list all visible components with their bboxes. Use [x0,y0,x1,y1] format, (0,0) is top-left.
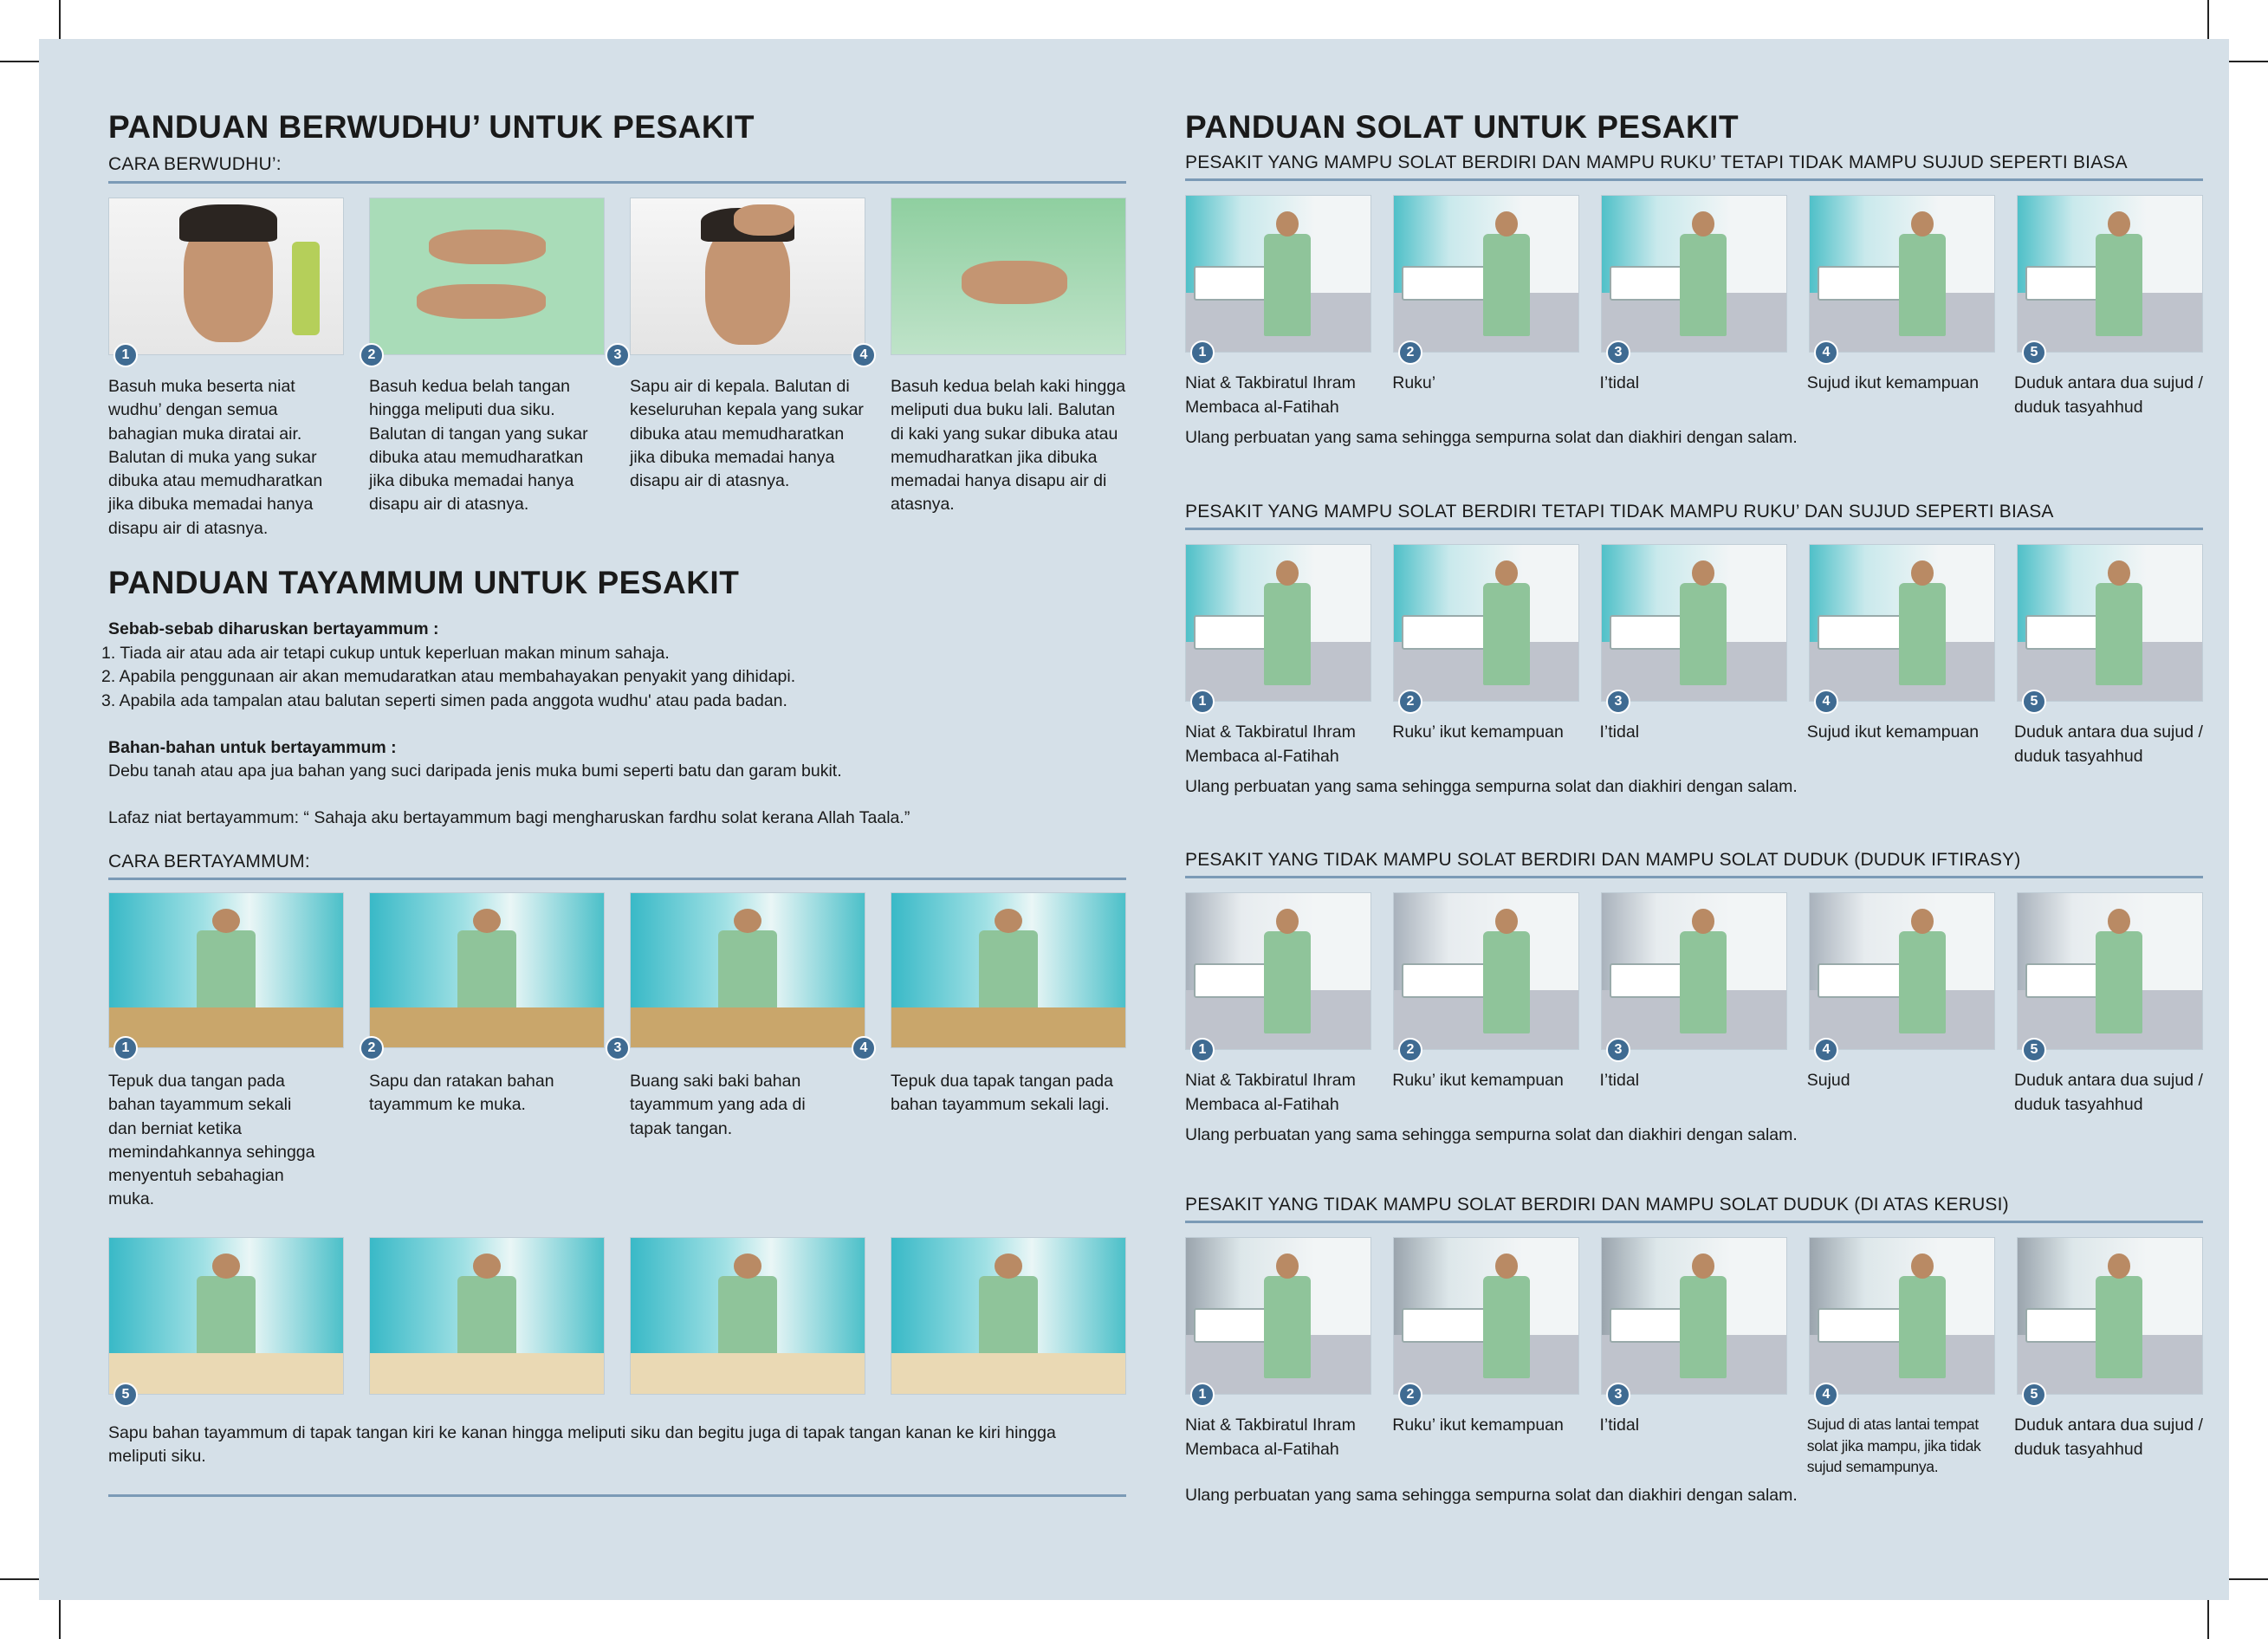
solat-section [1185,152,2203,449]
tayammum-step-4-text: Tepuk dua tapak tangan pada bahan tayammum sekali lagi. [891,1072,1113,1115]
solat-step-text: Niat & Takbiratul Ihram Membaca al-Fatihah [1185,373,1356,417]
head [1495,909,1518,934]
wudhu-captions [108,375,1126,541]
solat-step-text: Sujud [1806,1071,1850,1091]
head [734,909,761,933]
divider [108,181,1126,184]
tayammum-photo-5a [108,1237,344,1395]
solat-photo [1601,195,1787,353]
head [1911,909,1934,934]
patient [2091,1254,2147,1378]
wudhu-subheading: CARA BERWUDHU’: [108,154,282,174]
head [1911,211,1934,236]
step-badge: 4 [1814,690,1838,714]
step-badge: 3 [606,1036,630,1060]
head [1276,909,1299,934]
gown [1899,234,1946,336]
step-badge: 2 [360,343,384,367]
solat-photo-row [1185,1237,2203,1403]
solat-section-title: PESAKIT YANG TIDAK MAMPU SOLAT BERDIRI DAN MAMPU SOLAT DUDUK (DI ATAS KERUSI) [1185,1195,2009,1215]
head [1276,1254,1299,1279]
head [1911,1254,1934,1279]
solat-section-title: PESAKIT YANG TIDAK MAMPU SOLAT BERDIRI DAN MAMPU SOLAT DUDUK (DUDUK IFTIRASY) [1185,850,2021,870]
solat-step-text: Duduk antara dua sujud / duduk tasyahhud [2014,1071,2203,1114]
head [1495,211,1518,236]
solat-photo [2017,195,2203,353]
solat-step-text: Sujud di atas lantai tempat solat jika mampu, jika tidak sujud semampunya. [1806,1416,1981,1476]
solat-photo [1809,1237,1995,1395]
tayammum-photo-row-2 [108,1237,1126,1402]
tayammum-photo-5b [369,1237,605,1395]
table [631,1353,865,1394]
patient [1479,211,1534,336]
step-badge: 4 [852,1036,876,1060]
patient [1895,909,1950,1033]
solat-photo [1185,892,1371,1050]
head [212,1254,240,1279]
patient [1479,909,1534,1033]
arm [417,284,546,319]
step-badge: 3 [1606,690,1630,714]
gown [2096,583,2142,685]
head [1495,1254,1518,1279]
patient [2091,560,2147,685]
solat-photo [1393,1237,1579,1395]
tayammum-photo-4 [891,892,1126,1048]
solat-heading: PANDUAN SOLAT UNTUK PESAKIT [1185,109,1740,145]
hand [734,204,794,236]
solat-step-text: Ruku’ ikut kemampuan [1392,1416,1564,1435]
wudhu-photo-1 [108,198,344,355]
solat-photo [1601,1237,1787,1395]
step-badge: 5 [113,1383,138,1407]
step-badge: 2 [1398,1038,1422,1062]
solat-step-text: I’tidal [1599,1071,1640,1091]
step-badge: 1 [113,1036,138,1060]
gown [1483,1276,1530,1378]
divider [108,878,1126,880]
solat-photo [1809,544,1995,702]
step-badge: 1 [113,343,138,367]
solat-photo [1393,544,1579,702]
materials-title: Bahan-bahan untuk bertayammum : [108,737,397,757]
patient [1895,560,1950,685]
patient [2091,211,2147,336]
solat-photo [1393,195,1579,353]
tayammum-subheading: CARA BERTAYAMMUM: [108,852,310,871]
patient [1675,211,1731,336]
step-badge: 4 [1814,340,1838,365]
solat-section-title: PESAKIT YANG MAMPU SOLAT BERDIRI DAN MAMPU RUKU’ TETAPI TIDAK MAMPU SUJUD SEPERTI BIASA [1185,152,2128,172]
tayammum-photo-5c [630,1237,865,1395]
solat-step-text: Duduk antara dua sujud / duduk tasyahhud [2014,722,2203,766]
solat-photo [2017,544,2203,702]
head [1692,211,1714,236]
hair [179,204,277,242]
wudhu-step-2-text: Basuh kedua belah tangan hingga meliputi dua siku. Balutan di tangan yang sukar dibuka atau memudharatkan jika dibuka memadai hanya disapu air di atasnya. [369,377,588,515]
tayammum-step-1-text: Tepuk dua tangan pada bahan tayammum sekali dan berniat ketika memindahkannya sehingga menyentuh sebahagian muka. [108,1072,315,1209]
divider [1185,876,2203,878]
wudhu-step-3-text: Sapu air di kepala. Balutan di keseluruhan kepala yang sukar dibuka atau memudharatkan jika dibuka memadai hanya disapu air di atasnya. [630,377,864,491]
solat-section [1185,501,2203,798]
head [1276,211,1299,236]
solat-step-text: Duduk antara dua sujud / duduk tasyahhud [2014,373,2203,417]
reason-item: 3. Apabila ada tampalan atau balutan seperti simen pada anggota wudhu' atau pada badan. [101,691,787,711]
divider [108,1494,1126,1497]
head [1276,560,1299,586]
patient [1675,560,1731,685]
wudhu-step-1-text: Basuh muka beserta niat wudhu’ dengan semua bahagian muka diratai air. Balutan di muka yang sukar dibuka atau memudharatkan jika dibuka memadai hanya disapu air di atasnya. [108,377,323,538]
wudhu-photo-4 [891,198,1126,355]
table [631,1007,865,1047]
solat-photo [1809,892,1995,1050]
patient [1479,1254,1534,1378]
gown [1264,583,1311,685]
wudhu-photo-row [108,198,1126,362]
head [995,909,1022,933]
solat-step-text: Sujud ikut kemampuan [1806,722,1980,742]
solat-step-text: Sujud ikut kemampuan [1806,373,1980,393]
head [2108,1254,2130,1279]
solat-photo-row [1185,195,2203,360]
tayammum-info [101,618,1141,831]
spray-bottle [292,242,320,335]
step-badge: 2 [1398,340,1422,365]
tayammum-step-5-text: Sapu bahan tayammum di tapak tangan kiri ke kanan hingga meliputi siku dan begitu juga di tapak tangan kanan ke kiri hingga meliputi siku. [108,1423,1056,1467]
tayammum-heading: PANDUAN TAYAMMUM UNTUK PESAKIT [108,565,740,600]
tayammum-photo-2 [369,892,605,1048]
gown [1680,1276,1727,1378]
materials-text: Debu tanah atau apa jua bahan yang suci daripada jenis muka bumi seperti batu dan garam bukit. [108,761,842,781]
solat-photo [2017,1237,2203,1395]
step-badge: 1 [1190,1383,1215,1407]
patient [1895,211,1950,336]
solat-step-text: I’tidal [1599,722,1640,742]
reason-item: 2. Apabila penggunaan air akan memudaratkan atau membahayakan penyakit yang dihidapi. [101,667,796,687]
solat-captions [1185,1414,2203,1478]
step-badge: 4 [852,343,876,367]
table [891,1007,1125,1047]
divider [1185,178,2203,181]
head [1495,560,1518,586]
patient [1675,1254,1731,1378]
gown [1899,1276,1946,1378]
patient [1675,909,1731,1033]
gown [1264,234,1311,336]
brochure-sheet [39,39,2229,1600]
tayammum-photo-3 [630,892,865,1048]
reason-item: 1. Tiada air atau ada air tetapi cukup untuk keperluan makan minum sahaja. [101,643,670,663]
step-badge: 5 [2022,690,2046,714]
patient [1260,1254,1315,1378]
table [109,1007,343,1047]
head [734,1254,761,1279]
gown [2096,234,2142,336]
tayammum-photo-row [108,892,1126,1055]
divider [1185,528,2203,530]
head [2108,211,2130,236]
solat-section [1185,1194,2203,1506]
step-badge: 1 [1190,1038,1215,1062]
solat-photo-row [1185,892,2203,1058]
step-badge: 3 [1606,340,1630,365]
solat-step-text: I’tidal [1599,1416,1640,1435]
solat-photo-row [1185,544,2203,709]
head [2108,560,2130,586]
wudhu-photo-2 [369,198,605,355]
solat-captions [1185,372,2203,419]
solat-step-text: Niat & Takbiratul Ihram Membaca al-Fatihah [1185,1071,1356,1114]
solat-photo [1393,892,1579,1050]
table [891,1353,1125,1394]
head [1692,909,1714,934]
solat-photo [1185,1237,1371,1395]
solat-photo [1185,195,1371,353]
step-badge: 2 [360,1036,384,1060]
reasons-list [101,642,1141,714]
step-badge: 3 [606,343,630,367]
solat-step-text: Niat & Takbiratul Ihram Membaca al-Fatihah [1185,1416,1356,1459]
patient [1260,909,1315,1033]
solat-section-title: PESAKIT YANG MAMPU SOLAT BERDIRI TETAPI TIDAK MAMPU RUKU’ DAN SUJUD SEPERTI BIASA [1185,502,2054,522]
step-badge: 1 [1190,690,1215,714]
solat-photo [1601,892,1787,1050]
photo-background [370,198,604,354]
step-badge: 1 [1190,340,1215,365]
head [212,909,240,933]
gown [1680,234,1727,336]
solat-step-text: I’tidal [1599,373,1640,393]
step-badge: 2 [1398,690,1422,714]
head [995,1254,1022,1279]
solat-step-text: Duduk antara dua sujud / duduk tasyahhud [2014,1416,2203,1459]
wudhu-photo-3 [630,198,865,355]
step-badge: 2 [1398,1383,1422,1407]
divider [1185,1221,2203,1223]
patient [1260,560,1315,685]
tayammum-photo-1 [108,892,344,1048]
patient [1260,211,1315,336]
tayammum-captions [108,1070,1126,1212]
foot [962,261,1067,304]
head [1692,560,1714,586]
gown [1680,931,1727,1033]
repeat-note: Ulang perbuatan yang sama sehingga sempurna solat dan diakhiri dengan salam. [1185,1124,1798,1144]
tayammum-step-2-text: Sapu dan ratakan bahan tayammum ke muka. [369,1072,554,1115]
table [370,1007,604,1047]
solat-step-text: Ruku’ ikut kemampuan [1392,722,1564,742]
reasons-title: Sebab-sebab diharuskan bertayammum : [108,619,439,638]
patient [2091,909,2147,1033]
repeat-note: Ulang perbuatan yang sama sehingga sempurna solat dan diakhiri dengan salam. [1185,776,1798,796]
step-badge: 4 [1814,1038,1838,1062]
head [473,1254,501,1279]
solat-step-text: Ruku’ [1392,373,1436,393]
table [109,1353,343,1394]
wudhu-step-4-text: Basuh kedua belah kaki hingga meliputi dua buku lali. Balutan di kaki yang sukar dibuka atau memudharatkan jika dibuka memadai hanya disapu air di atasnya. [891,377,1126,515]
solat-step-text: Niat & Takbiratul Ihram Membaca al-Fatihah [1185,722,1356,766]
step-badge: 5 [2022,1038,2046,1062]
gown [1483,234,1530,336]
solat-step-text: Ruku’ ikut kemampuan [1392,1071,1564,1091]
solat-photo [2017,892,2203,1050]
gown [1680,583,1727,685]
solat-captions [1185,721,2203,768]
gown [1264,1276,1311,1378]
gown [1899,583,1946,685]
table [370,1353,604,1394]
step-badge: 3 [1606,1383,1630,1407]
arm [429,230,546,264]
gown [1899,931,1946,1033]
patient [1479,560,1534,685]
head [1692,1254,1714,1279]
gown [1264,931,1311,1033]
gown [2096,931,2142,1033]
solat-photo [1601,544,1787,702]
tayammum-photo-5d [891,1237,1126,1395]
wudhu-heading: PANDUAN BERWUDHU’ UNTUK PESAKIT [108,109,755,145]
head [2108,909,2130,934]
solat-photo [1809,195,1995,353]
patient [1895,1254,1950,1378]
repeat-note: Ulang perbuatan yang sama sehingga sempurna solat dan diakhiri dengan salam. [1185,427,1798,447]
repeat-note: Ulang perbuatan yang sama sehingga sempurna solat dan diakhiri dengan salam. [1185,1485,1798,1505]
solat-photo [1185,544,1371,702]
step-badge: 4 [1814,1383,1838,1407]
tayammum-step-3-text: Buang saki baki bahan tayammum yang ada di tapak tangan. [630,1072,806,1138]
gown [2096,1276,2142,1378]
head [473,909,501,933]
gown [1483,583,1530,685]
lafaz-text: Lafaz niat bertayammum: “ Sahaja aku bertayammum bagi mengharuskan fardhu solat kerana Allah Taala.” [108,808,910,828]
head [1911,560,1934,586]
solat-section [1185,849,2203,1146]
step-badge: 5 [2022,340,2046,365]
gown [1483,931,1530,1033]
step-badge: 5 [2022,1383,2046,1407]
step-badge: 3 [1606,1038,1630,1062]
solat-captions [1185,1069,2203,1117]
